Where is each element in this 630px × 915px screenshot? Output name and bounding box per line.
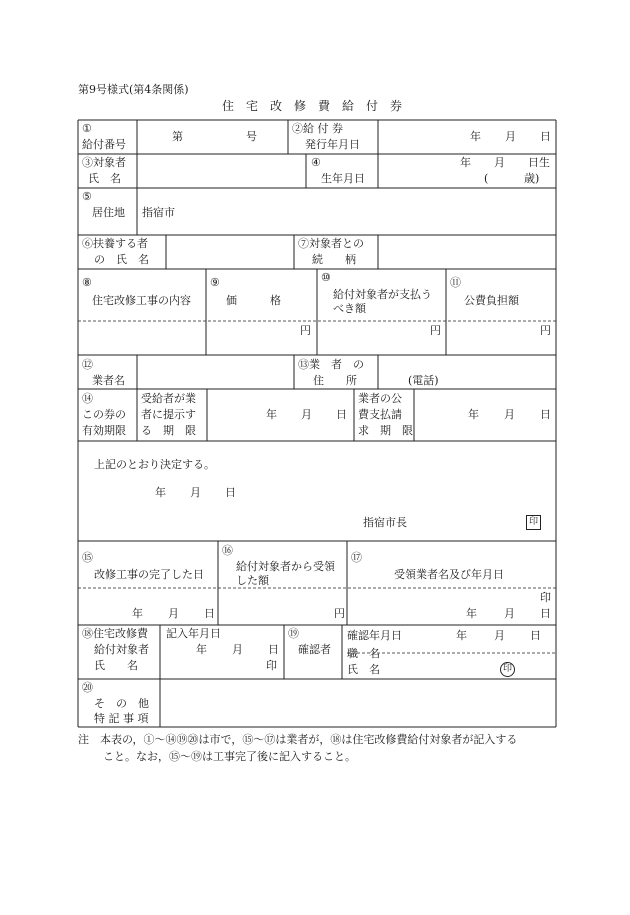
row7-present-1: 受給者が業 [141,392,196,405]
row9-confirm-date: 確認年月日 [347,629,402,642]
row2-birth-marker: ④ [311,156,321,169]
row1-dai: 第 [172,130,183,143]
decision-hi: 日 [225,486,236,499]
row9-l18-3: 氏 名 [94,659,138,672]
row6-addr-label-2: 住 所 [313,374,357,387]
decision-text: 上記のとおり決定する。 [94,458,215,471]
row5-public-label: 公費負担額 [464,294,519,307]
row2-hi-sei: 日生 [528,156,550,169]
row9-confirm-seal: 印 [500,662,515,677]
row6-m12: ⑫ [82,358,93,371]
row8-done-hi: 日 [204,607,215,620]
row7-present-tsuki: 月 [301,408,312,421]
row9-confirm-nen: 年 [456,629,467,642]
row2-tsuki: 月 [494,156,505,169]
row2-age-close: 歳) [524,172,540,185]
row7-claim-3: 求 期 限 [358,424,413,437]
row8-vendor-tsuki: 月 [504,607,515,620]
row9-l18-1: ⑱住宅改修費 [82,627,148,640]
row2-target-label-2: 氏 名 [88,172,121,185]
row6-addr-label-1: ⑬業 者 の [298,358,364,371]
row9-entry-tsuki: 月 [232,643,243,656]
row8-vendor-date-label: 受領業者名及び年月日 [394,568,504,581]
row7-claim-1: 業者の公 [358,392,402,405]
row1-tsuki: 月 [505,130,516,143]
row5-yen-pay: 円 [430,324,441,337]
decision-tsuki: 月 [190,486,201,499]
row5-m8: ⑧ [82,276,92,289]
row4-dependent-label-1: ⑥扶養する者 [82,237,148,250]
row7-valid-label-2: 有効期限 [82,424,126,437]
mayor-seal: 印 [526,515,541,530]
row8-recv-label-2: した額 [236,574,269,587]
row3-value: 指宿市 [142,206,175,219]
row5-yen-public: 円 [540,324,551,337]
row8-m16: ⑯ [222,544,233,557]
row1-num-marker: ① [82,122,92,135]
row8-yen: 円 [334,607,345,620]
row5-yen-price: 円 [300,324,311,337]
row7-present-hi: 日 [336,408,347,421]
row1-go: 号 [246,130,257,143]
row8-vendor-nen: 年 [466,607,477,620]
row7-present-nen: 年 [266,408,277,421]
row7-valid-label-1: この券の [82,408,126,421]
row8-m15: ⑮ [82,551,93,564]
mayor-title: 指宿市長 [363,516,407,529]
row5-work-label: 住宅改修工事の内容 [92,294,191,307]
note-line-1: 注 本表の，①〜⑭⑲⑳は市で，⑮〜⑰は業者が，⑱は住宅改修費給付対象者が記入する [78,733,518,746]
row9-l18-2: 給付対象者 [94,643,149,656]
form-title: 住宅改修費給付券 [222,99,415,113]
row8-done-nen: 年 [132,607,143,620]
row5-m10: ⑩ [321,271,331,284]
row5-price-label: 価 格 [226,294,281,307]
row8-recv-label-1: 給付対象者から受領 [236,560,335,573]
row9-entry-nen: 年 [196,643,207,656]
row2-nen: 年 [460,156,471,169]
row9-m19: ⑲ [288,627,299,640]
row3-label: 居住地 [92,206,125,219]
row2-birth-label: 生年月日 [321,172,365,185]
row2-target-label-1: ③対象者 [82,156,126,169]
row1-hi: 日 [540,130,551,143]
row8-done-tsuki: 月 [168,607,179,620]
row7-claim-hi: 日 [540,408,551,421]
row9-post: 職 名 [347,647,380,660]
row5-pay-label-1: 給付対象者が支払う [333,288,432,301]
row5-pay-label-2: べき額 [333,302,366,315]
row9-confirm-hi: 日 [530,629,541,642]
row9-name: 氏 名 [347,663,380,676]
row2-age-open: ( [484,172,489,185]
row10-other-2: 特 記 事 項 [94,712,149,725]
form-number: 第9号様式(第4条関係) [78,83,189,96]
row9-confirmer: 確認者 [298,643,331,656]
row3-marker: ⑤ [82,190,92,203]
row5-m9: ⑨ [210,276,220,289]
row7-claim-tsuki: 月 [504,408,515,421]
row1-num-label: 給付番号 [82,138,126,151]
row9-entry-seal: 印 [266,659,277,672]
row7-present-3: る 期 限 [141,424,196,437]
row6-vendor-label: 業者名 [92,374,125,387]
row10-m20: ⑳ [82,681,93,694]
row9-confirm-tsuki: 月 [494,629,505,642]
row9-entry-date: 記入年月日 [166,627,221,640]
note-line-2: こと。なお，⑮〜⑲は工事完了後に記入すること。 [103,750,356,763]
row1-date-label-2: 発行年月日 [305,138,360,151]
row8-m17: ⑰ [351,551,362,564]
row4-dependent-label-2: の 氏 名 [94,253,149,266]
row8-vendor-hi: 日 [540,607,551,620]
row9-entry-hi: 日 [268,643,279,656]
row1-date-label-1: ②給 付 券 [292,122,343,135]
row4-relation-label-2: 続 柄 [312,253,356,266]
row1-nen: 年 [470,130,481,143]
row7-claim-2: 費支払請 [358,408,402,421]
row7-m14: ⑭ [82,392,93,405]
row7-present-2: 者に提示す [141,408,196,421]
row6-tel: (電話) [408,374,439,387]
row7-claim-nen: 年 [468,408,479,421]
row8-done-label: 改修工事の完了した日 [94,568,204,581]
row10-other-1: そ の 他 [94,697,149,710]
row5-m11: ⑪ [450,276,461,289]
row8-vendor-seal: 印 [540,591,551,604]
row4-relation-label-1: ⑦対象者との [298,237,364,250]
decision-nen: 年 [155,486,166,499]
